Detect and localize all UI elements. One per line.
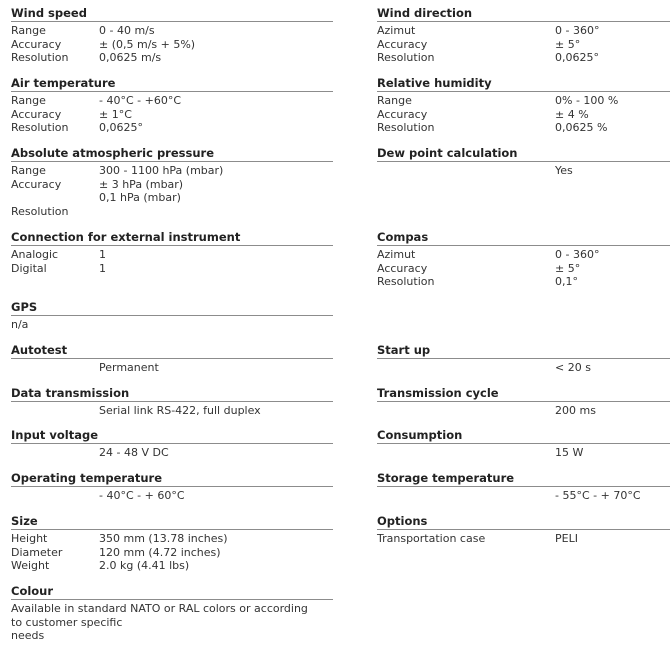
spec-value: 0 - 360° — [555, 24, 600, 37]
spec-text-line: to customer specific — [11, 615, 123, 629]
spec-label: Resolution — [11, 51, 69, 64]
spec-value: 0,0625° — [99, 121, 143, 134]
spec-row — [377, 248, 670, 262]
spec-row — [11, 205, 333, 219]
section-title: Colour — [11, 584, 333, 600]
spec-value: PELI — [555, 532, 578, 545]
spec-value: 0% - 100 % — [555, 94, 619, 107]
spec-row — [11, 178, 333, 192]
spec-row — [377, 94, 670, 108]
section-autotest — [11, 343, 333, 375]
section-title: Operating temperature — [11, 471, 333, 487]
section-wind-direction — [377, 6, 670, 65]
spec-row — [11, 164, 333, 178]
section-title: Dew point calculation — [377, 146, 670, 162]
spec-label — [377, 489, 555, 503]
spec-value: ± (0,5 m/s + 5%) — [99, 37, 196, 51]
spec-value: ± 5° — [555, 261, 581, 275]
spec-value: 200 ms — [555, 404, 596, 417]
spec-row — [377, 532, 670, 546]
spec-label — [377, 361, 555, 375]
spec-value: 0,0625 m/s — [99, 51, 162, 64]
spec-value: 1 — [99, 261, 106, 275]
spec-value: - 40°C - +60°C — [99, 94, 182, 107]
spec-label: Digital — [11, 261, 47, 275]
spec-label: Accuracy — [377, 261, 428, 275]
spec-row — [377, 446, 670, 460]
section-title: Air temperature — [11, 76, 333, 92]
spec-label: Resolution — [377, 121, 435, 134]
spec-label — [11, 191, 99, 205]
section-compas — [377, 230, 670, 289]
spec-row — [377, 489, 670, 503]
spec-value: 0,0625 % — [555, 121, 608, 134]
spec-value: 24 - 48 V DC — [99, 446, 169, 459]
spec-row — [377, 24, 670, 38]
spec-value: 2.0 kg (4.41 lbs) — [99, 559, 190, 572]
spec-label: Azimut — [377, 248, 416, 261]
spec-row — [11, 191, 333, 205]
spec-row — [377, 51, 670, 65]
spec-row — [11, 546, 333, 560]
spec-row — [11, 446, 333, 460]
spec-value: 0 - 360° — [555, 248, 600, 261]
spec-text-line: Available in standard NATO or RAL colors or according — [11, 602, 308, 615]
section-title: GPS — [11, 300, 333, 316]
spec-label: Accuracy — [377, 107, 428, 121]
section-title: Autotest — [11, 343, 333, 359]
spec-row — [11, 262, 333, 276]
spec-text: n/a — [11, 318, 29, 331]
spec-row — [377, 262, 670, 276]
spec-label — [377, 164, 555, 178]
spec-label — [377, 446, 555, 460]
spec-value: - 40°C - + 60°C — [99, 489, 185, 502]
spec-label: Accuracy — [11, 177, 62, 191]
section-wind-speed — [11, 6, 333, 65]
spec-label: Range — [377, 94, 412, 107]
spec-label: Height — [11, 532, 48, 545]
spec-value: ± 5° — [555, 37, 581, 51]
spec-value: - 55°C - + 70°C — [555, 489, 641, 502]
section-storage-temperature — [377, 471, 670, 503]
spec-row — [377, 38, 670, 52]
spec-label — [11, 404, 99, 418]
spec-label: Accuracy — [11, 107, 62, 121]
spec-value: 0 - 40 m/s — [99, 24, 155, 37]
spec-label: Diameter — [11, 545, 63, 559]
spec-label: Range — [11, 94, 46, 107]
spec-row — [377, 164, 670, 178]
section-title: Connection for external instrument — [11, 230, 333, 246]
spec-row — [377, 108, 670, 122]
spec-row — [11, 489, 333, 503]
spec-label: Resolution — [377, 275, 435, 288]
spec-row — [11, 108, 333, 122]
section-connection-for-external-instrument — [11, 230, 333, 275]
spec-row — [11, 51, 333, 65]
spec-row — [377, 361, 670, 375]
spec-row — [11, 94, 333, 108]
section-consumption — [377, 428, 670, 460]
section-title: Start up — [377, 343, 670, 359]
spec-label — [377, 404, 555, 418]
spec-value: ± 1°C — [99, 107, 132, 121]
spec-row — [11, 24, 333, 38]
spec-row — [11, 38, 333, 52]
section-title: Data transmission — [11, 386, 333, 402]
spec-value: ± 4 % — [555, 107, 589, 121]
spec-value: 120 mm (4.72 inches) — [99, 545, 221, 559]
section-title: Consumption — [377, 428, 670, 444]
section-relative-humidity — [377, 76, 670, 135]
spec-value: 0,1° — [555, 275, 578, 288]
section-title: Options — [377, 514, 670, 530]
spec-label: Resolution — [11, 204, 69, 218]
spec-row — [377, 121, 670, 135]
spec-row — [11, 559, 333, 573]
section-title: Compas — [377, 230, 670, 246]
section-options — [377, 514, 670, 546]
spec-value — [99, 205, 333, 219]
spec-value: 350 mm (13.78 inches) — [99, 532, 228, 545]
spec-label: Analogic — [11, 248, 59, 261]
section-title: Storage temperature — [377, 471, 670, 487]
section-air-temperature — [11, 76, 333, 135]
spec-row — [11, 532, 333, 546]
section-input-voltage — [11, 428, 333, 460]
spec-label: Accuracy — [377, 37, 428, 51]
spec-value: 15 W — [555, 446, 584, 459]
spec-text-line: needs — [11, 629, 45, 642]
section-size — [11, 514, 333, 573]
spec-label — [11, 489, 99, 503]
section-title: Input voltage — [11, 428, 333, 444]
section-gps — [11, 300, 333, 332]
spec-value: 0,1 hPa (mbar) — [99, 191, 181, 204]
section-start-up — [377, 343, 670, 375]
spec-row — [11, 404, 333, 418]
section-dew-point-calculation — [377, 146, 670, 178]
spec-label: Weight — [11, 559, 50, 572]
section-operating-temperature — [11, 471, 333, 503]
section-title: Absolute atmospheric pressure — [11, 146, 333, 162]
spec-label: Azimut — [377, 24, 416, 37]
section-title: Relative humidity — [377, 76, 670, 92]
spec-label: Range — [11, 164, 46, 177]
spec-value: ± 3 hPa (mbar) — [99, 177, 184, 191]
section-transmission-cycle — [377, 386, 670, 418]
spec-label: Range — [11, 24, 46, 37]
section-title: Wind speed — [11, 6, 333, 22]
spec-row — [377, 275, 670, 289]
spec-value: 1 — [99, 248, 106, 261]
spec-row — [11, 361, 333, 375]
spec-value: Permanent — [99, 361, 159, 374]
spec-value: 300 - 1100 hPa (mbar) — [99, 164, 224, 177]
section-data-transmission — [11, 386, 333, 418]
section-title: Wind direction — [377, 6, 670, 22]
spec-label: Resolution — [377, 51, 435, 64]
spec-row — [11, 121, 333, 135]
spec-label — [11, 361, 99, 375]
spec-label — [11, 446, 99, 460]
spec-row — [377, 404, 670, 418]
section-absolute-atmospheric-pressure — [11, 146, 333, 218]
section-title: Transmission cycle — [377, 386, 670, 402]
spec-value: Serial link RS-422, full duplex — [99, 404, 261, 417]
spec-value: 0,0625° — [555, 51, 599, 64]
section-title: Size — [11, 514, 333, 530]
spec-label: Accuracy — [11, 37, 62, 51]
spec-label: Resolution — [11, 121, 69, 134]
spec-value: Yes — [555, 164, 573, 177]
spec-row — [11, 248, 333, 262]
spec-label: Transportation case — [377, 532, 486, 545]
section-colour — [11, 584, 333, 643]
spec-value: < 20 s — [555, 361, 591, 374]
